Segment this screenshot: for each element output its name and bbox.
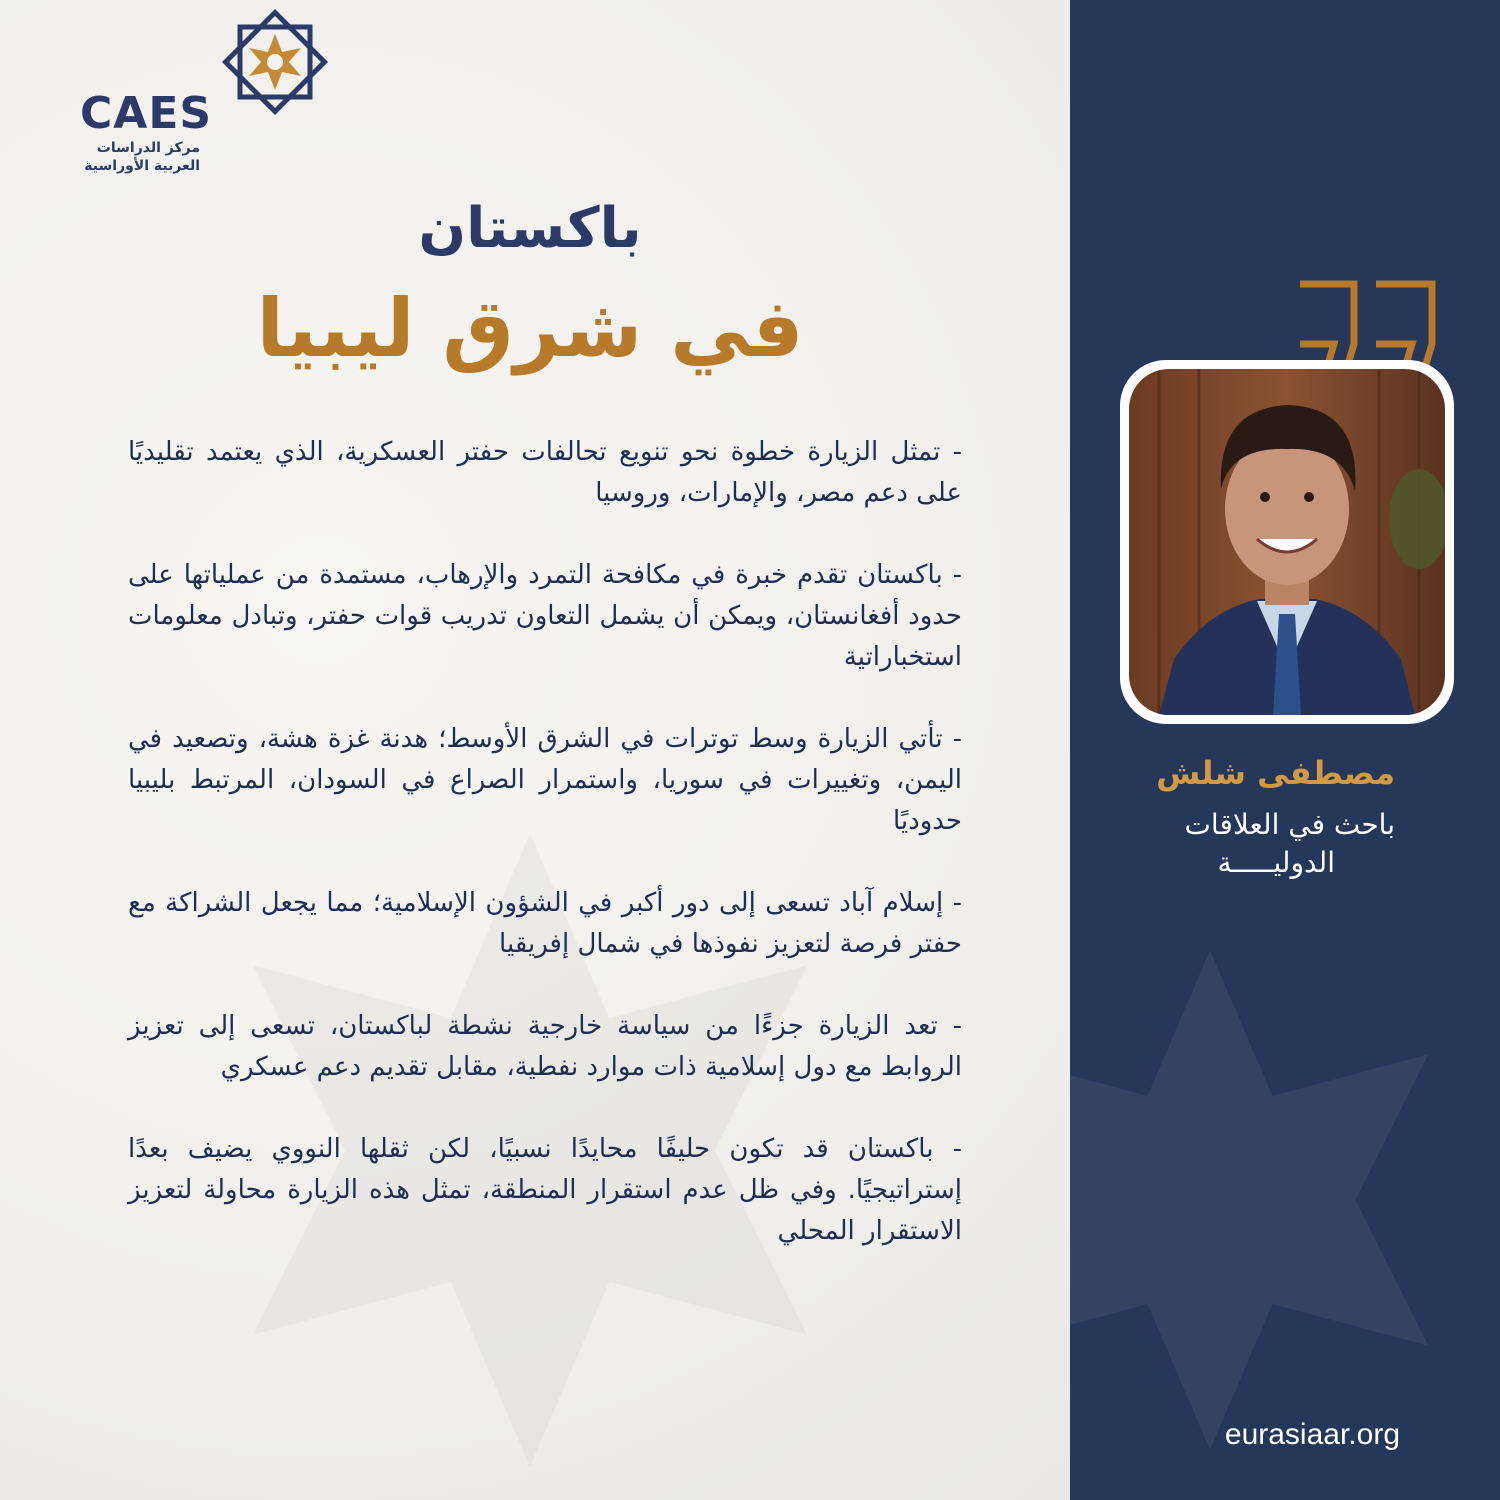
article-body	[128, 432, 962, 1293]
right-panel	[1070, 0, 1500, 1500]
title-line2: في شرق ليبيا	[256, 282, 804, 375]
author-photo	[1129, 369, 1445, 715]
paragraph: - تأتي الزيارة وسط توترات في الشرق الأوسط؛ هدنة غزة هشة، وتصعيد في اليمن، وتغييرات في سوريا، واستمرار الصراع في السودان، المرتبط بليبيا حدوديًا	[128, 724, 962, 836]
paragraph: - باكستان قد تكون حليفًا محايدًا نسبيًا، لكن ثقلها النووي يضيف بعدًا إستراتيجيًا. وفي ظل عدم استقرار المنطقة، تمثل هذه الزيارة محاولة لتعزيز الاستقرار المحلي	[128, 1134, 962, 1246]
title-line1: باكستان	[418, 196, 642, 261]
author-role-line2: الدوليـــــة	[1217, 846, 1335, 879]
logo-line2: العربية الأوراسية	[84, 158, 200, 174]
paragraph: - تمثل الزيارة خطوة نحو تنويع تحالفات حفتر العسكرية، الذي يعتمد تقليديًا على دعم مصر، والإمارات، وروسيا	[128, 437, 962, 508]
paragraph: - باكستان تقدم خبرة في مكافحة التمرد والإرهاب، مستمدة من عملياتها على حدود أفغانستان، ويمكن أن يشمل التعاون تدريب قوات حفتر، وتبادل معلومات استخباراتية	[128, 560, 962, 672]
eight-point-star-icon	[213, 0, 337, 124]
watermark-star-icon	[1070, 900, 1470, 1500]
author-role	[1100, 806, 1395, 882]
author-role-line1: باحث في العلاقات	[1184, 808, 1395, 841]
website-link[interactable]: eurasiaar.org	[1224, 1418, 1400, 1451]
author-portrait	[1129, 369, 1445, 715]
logo-acronym: CAES	[80, 88, 213, 139]
paragraph: - إسلام آباد تسعى إلى دور أكبر في الشؤون الإسلامية؛ مما يجعل الشراكة مع حفتر فرصة لتعزيز نفوذها في شمال إفريقيا	[128, 888, 962, 959]
paragraph: - تعد الزيارة جزءًا من سياسة خارجية نشطة لباكستان، تسعى إلى تعزيز الروابط مع دول إسلامية ذات موارد نفطية، مقابل تقديم دعم عسكري	[128, 1011, 962, 1082]
logo-line1: مركز الدراسات	[96, 140, 200, 156]
author-name: مصطفى شلش	[1156, 754, 1395, 792]
